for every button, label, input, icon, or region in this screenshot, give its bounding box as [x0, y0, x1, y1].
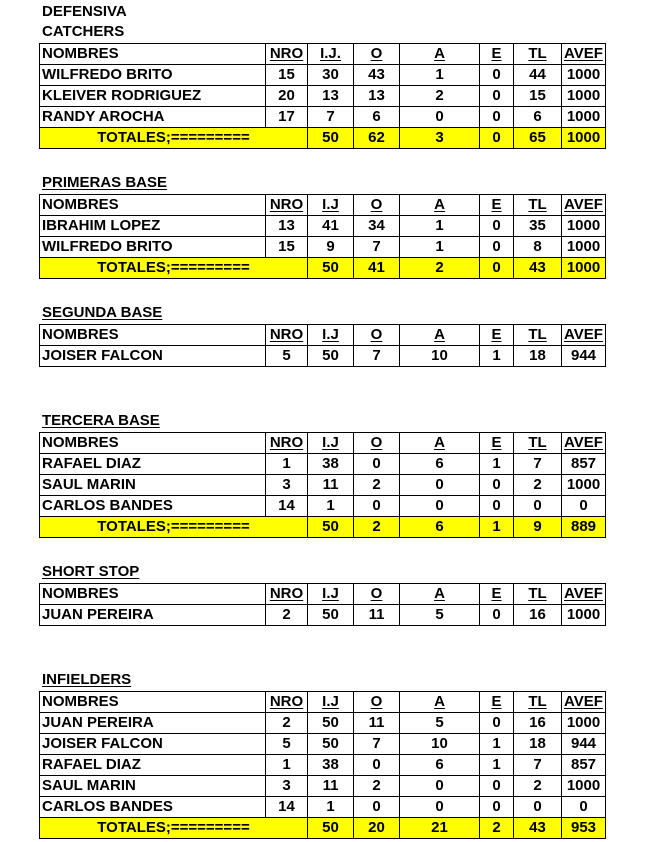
header-a: A	[400, 692, 480, 713]
cell-tl: 18	[514, 734, 562, 755]
total-ij: 50	[308, 128, 354, 149]
cell-a: 0	[400, 496, 480, 517]
header-a: A	[400, 195, 480, 216]
header-ij: I.J.	[308, 44, 354, 65]
table-row	[40, 734, 606, 755]
total-o: 41	[354, 258, 400, 279]
totals-row	[40, 128, 606, 149]
header-o: O	[354, 195, 400, 216]
cell-tl: 7	[514, 755, 562, 776]
cell-avef: 857	[562, 454, 606, 475]
table-row	[40, 776, 606, 797]
total-tl: 43	[514, 258, 562, 279]
total-o: 20	[354, 818, 400, 839]
cell-o: 0	[354, 797, 400, 818]
cell-a: 1	[400, 65, 480, 86]
cell-e: 1	[480, 346, 514, 367]
short-stop-table	[39, 583, 606, 626]
player-name: RAFAEL DIAZ	[40, 454, 266, 475]
totals-label: TOTALES;=========	[40, 128, 308, 149]
section-title-infielders: INFIELDERS	[42, 671, 132, 688]
header-ij: I.J	[308, 433, 354, 454]
header-avef: AVEF	[562, 584, 606, 605]
header-a: A	[400, 584, 480, 605]
total-avef: 1000	[562, 128, 606, 149]
cell-a: 5	[400, 605, 480, 626]
cell-nro: 1	[266, 454, 308, 475]
table-row	[40, 86, 606, 107]
cell-tl: 16	[514, 605, 562, 626]
cell-tl: 15	[514, 86, 562, 107]
total-a: 3	[400, 128, 480, 149]
total-avef: 1000	[562, 258, 606, 279]
section-title-segunda-base: SEGUNDA BASE	[42, 304, 163, 321]
cell-e: 0	[480, 86, 514, 107]
header-o: O	[354, 433, 400, 454]
header-e: E	[480, 325, 514, 346]
table-row	[40, 475, 606, 496]
total-tl: 9	[514, 517, 562, 538]
section-title-short-stop: SHORT STOP	[42, 563, 140, 580]
cell-avef: 1000	[562, 475, 606, 496]
cell-nro: 2	[266, 713, 308, 734]
cell-nro: 1	[266, 755, 308, 776]
cell-a: 10	[400, 346, 480, 367]
cell-ij: 38	[308, 755, 354, 776]
table-header-row	[40, 44, 606, 65]
cell-nro: 3	[266, 475, 308, 496]
cell-nro: 2	[266, 605, 308, 626]
header-avef: AVEF	[562, 692, 606, 713]
header-ij: I.J	[308, 325, 354, 346]
cell-avef: 1000	[562, 107, 606, 128]
cell-nro: 17	[266, 107, 308, 128]
total-ij: 50	[308, 258, 354, 279]
table-row	[40, 216, 606, 237]
header-nro: NRO	[266, 433, 308, 454]
cell-e: 0	[480, 107, 514, 128]
cell-ij: 9	[308, 237, 354, 258]
header-avef: AVEF	[562, 44, 606, 65]
page-title: DEFENSIVA	[42, 3, 127, 20]
header-avef: AVEF	[562, 195, 606, 216]
table-row	[40, 496, 606, 517]
cell-e: 0	[480, 65, 514, 86]
cell-avef: 857	[562, 755, 606, 776]
table-row	[40, 797, 606, 818]
cell-avef: 0	[562, 496, 606, 517]
infielders-table	[39, 691, 606, 839]
section-title-tercera-base: TERCERA BASE	[42, 412, 160, 429]
cell-tl: 6	[514, 107, 562, 128]
total-avef: 889	[562, 517, 606, 538]
cell-o: 7	[354, 237, 400, 258]
cell-a: 0	[400, 797, 480, 818]
header-nombres: NOMBRES	[40, 325, 266, 346]
cell-ij: 30	[308, 65, 354, 86]
header-nombres: NOMBRES	[40, 433, 266, 454]
cell-nro: 5	[266, 346, 308, 367]
header-tl: TL	[514, 433, 562, 454]
player-name: KLEIVER RODRIGUEZ	[40, 86, 266, 107]
table-row	[40, 605, 606, 626]
header-e: E	[480, 44, 514, 65]
totals-label: TOTALES;=========	[40, 818, 308, 839]
cell-avef: 1000	[562, 216, 606, 237]
cell-nro: 15	[266, 237, 308, 258]
table-row	[40, 346, 606, 367]
cell-o: 0	[354, 755, 400, 776]
cell-o: 0	[354, 496, 400, 517]
header-a: A	[400, 44, 480, 65]
section-title-primeras-base: PRIMERAS BASE	[42, 174, 168, 191]
player-name: CARLOS BANDES	[40, 496, 266, 517]
header-o: O	[354, 692, 400, 713]
cell-o: 43	[354, 65, 400, 86]
header-avef: AVEF	[562, 433, 606, 454]
total-avef: 953	[562, 818, 606, 839]
cell-nro: 14	[266, 496, 308, 517]
cell-e: 0	[480, 475, 514, 496]
cell-tl: 7	[514, 454, 562, 475]
header-avef: AVEF	[562, 325, 606, 346]
cell-avef: 1000	[562, 776, 606, 797]
table-header-row	[40, 325, 606, 346]
header-nro: NRO	[266, 44, 308, 65]
player-name: IBRAHIM LOPEZ	[40, 216, 266, 237]
cell-ij: 38	[308, 454, 354, 475]
total-tl: 43	[514, 818, 562, 839]
cell-tl: 18	[514, 346, 562, 367]
totals-row	[40, 517, 606, 538]
cell-avef: 1000	[562, 86, 606, 107]
table-header-row	[40, 692, 606, 713]
player-name: RANDY AROCHA	[40, 107, 266, 128]
cell-e: 1	[480, 734, 514, 755]
cell-avef: 1000	[562, 713, 606, 734]
cell-a: 0	[400, 475, 480, 496]
cell-a: 10	[400, 734, 480, 755]
cell-nro: 15	[266, 65, 308, 86]
segunda-base-table	[39, 324, 606, 367]
header-a: A	[400, 325, 480, 346]
table-row	[40, 107, 606, 128]
cell-ij: 50	[308, 605, 354, 626]
cell-ij: 13	[308, 86, 354, 107]
player-name: JUAN PEREIRA	[40, 713, 266, 734]
table-header-row	[40, 584, 606, 605]
header-nombres: NOMBRES	[40, 44, 266, 65]
total-e: 0	[480, 128, 514, 149]
header-e: E	[480, 584, 514, 605]
header-nombres: NOMBRES	[40, 692, 266, 713]
header-nro: NRO	[266, 195, 308, 216]
header-nro: NRO	[266, 325, 308, 346]
header-a: A	[400, 433, 480, 454]
cell-ij: 50	[308, 734, 354, 755]
cell-e: 0	[480, 713, 514, 734]
header-nombres: NOMBRES	[40, 195, 266, 216]
player-name: SAUL MARIN	[40, 776, 266, 797]
cell-e: 0	[480, 797, 514, 818]
header-tl: TL	[514, 44, 562, 65]
section-title-catchers: CATCHERS	[42, 23, 125, 40]
total-a: 6	[400, 517, 480, 538]
cell-o: 0	[354, 454, 400, 475]
player-name: JOISER FALCON	[40, 346, 266, 367]
totals-label: TOTALES;=========	[40, 517, 308, 538]
cell-o: 13	[354, 86, 400, 107]
cell-a: 5	[400, 713, 480, 734]
cell-avef: 944	[562, 346, 606, 367]
cell-tl: 44	[514, 65, 562, 86]
catchers-table	[39, 43, 606, 149]
cell-e: 0	[480, 776, 514, 797]
total-o: 62	[354, 128, 400, 149]
total-e: 0	[480, 258, 514, 279]
player-name: JUAN PEREIRA	[40, 605, 266, 626]
header-o: O	[354, 325, 400, 346]
header-nro: NRO	[266, 692, 308, 713]
header-tl: TL	[514, 584, 562, 605]
total-e: 1	[480, 517, 514, 538]
cell-tl: 2	[514, 776, 562, 797]
cell-o: 7	[354, 346, 400, 367]
cell-tl: 2	[514, 475, 562, 496]
player-name: WILFREDO BRITO	[40, 237, 266, 258]
header-tl: TL	[514, 325, 562, 346]
total-a: 21	[400, 818, 480, 839]
cell-avef: 0	[562, 797, 606, 818]
cell-tl: 8	[514, 237, 562, 258]
cell-nro: 20	[266, 86, 308, 107]
player-name: CARLOS BANDES	[40, 797, 266, 818]
cell-avef: 1000	[562, 237, 606, 258]
cell-ij: 11	[308, 776, 354, 797]
totals-row	[40, 258, 606, 279]
cell-ij: 50	[308, 713, 354, 734]
cell-a: 0	[400, 107, 480, 128]
table-header-row	[40, 195, 606, 216]
header-tl: TL	[514, 692, 562, 713]
table-header-row	[40, 433, 606, 454]
cell-a: 0	[400, 776, 480, 797]
cell-tl: 0	[514, 797, 562, 818]
total-o: 2	[354, 517, 400, 538]
cell-ij: 11	[308, 475, 354, 496]
cell-ij: 1	[308, 496, 354, 517]
totals-row	[40, 818, 606, 839]
table-row	[40, 454, 606, 475]
header-o: O	[354, 44, 400, 65]
header-e: E	[480, 433, 514, 454]
total-ij: 50	[308, 517, 354, 538]
primeras-base-table	[39, 194, 606, 279]
table-row	[40, 755, 606, 776]
cell-ij: 50	[308, 346, 354, 367]
cell-a: 1	[400, 237, 480, 258]
player-name: WILFREDO BRITO	[40, 65, 266, 86]
table-row	[40, 237, 606, 258]
cell-nro: 3	[266, 776, 308, 797]
cell-nro: 14	[266, 797, 308, 818]
header-e: E	[480, 195, 514, 216]
table-row	[40, 65, 606, 86]
cell-e: 0	[480, 237, 514, 258]
cell-o: 11	[354, 605, 400, 626]
total-a: 2	[400, 258, 480, 279]
cell-o: 11	[354, 713, 400, 734]
total-tl: 65	[514, 128, 562, 149]
cell-a: 2	[400, 86, 480, 107]
cell-e: 0	[480, 605, 514, 626]
cell-avef: 1000	[562, 65, 606, 86]
header-nombres: NOMBRES	[40, 584, 266, 605]
player-name: RAFAEL DIAZ	[40, 755, 266, 776]
tercera-base-table	[39, 432, 606, 538]
cell-ij: 7	[308, 107, 354, 128]
header-ij: I.J	[308, 584, 354, 605]
cell-tl: 16	[514, 713, 562, 734]
cell-a: 6	[400, 755, 480, 776]
cell-o: 2	[354, 475, 400, 496]
header-ij: I.J	[308, 195, 354, 216]
table-row	[40, 713, 606, 734]
header-e: E	[480, 692, 514, 713]
cell-a: 1	[400, 216, 480, 237]
cell-avef: 944	[562, 734, 606, 755]
cell-o: 6	[354, 107, 400, 128]
cell-avef: 1000	[562, 605, 606, 626]
totals-label: TOTALES;=========	[40, 258, 308, 279]
player-name: SAUL MARIN	[40, 475, 266, 496]
cell-e: 1	[480, 755, 514, 776]
header-tl: TL	[514, 195, 562, 216]
total-e: 2	[480, 818, 514, 839]
header-nro: NRO	[266, 584, 308, 605]
header-o: O	[354, 584, 400, 605]
cell-nro: 5	[266, 734, 308, 755]
cell-e: 0	[480, 496, 514, 517]
cell-o: 34	[354, 216, 400, 237]
cell-o: 2	[354, 776, 400, 797]
total-ij: 50	[308, 818, 354, 839]
cell-ij: 1	[308, 797, 354, 818]
cell-e: 1	[480, 454, 514, 475]
cell-o: 7	[354, 734, 400, 755]
cell-tl: 35	[514, 216, 562, 237]
cell-e: 0	[480, 216, 514, 237]
header-ij: I.J	[308, 692, 354, 713]
cell-tl: 0	[514, 496, 562, 517]
cell-nro: 13	[266, 216, 308, 237]
cell-ij: 41	[308, 216, 354, 237]
cell-a: 6	[400, 454, 480, 475]
player-name: JOISER FALCON	[40, 734, 266, 755]
